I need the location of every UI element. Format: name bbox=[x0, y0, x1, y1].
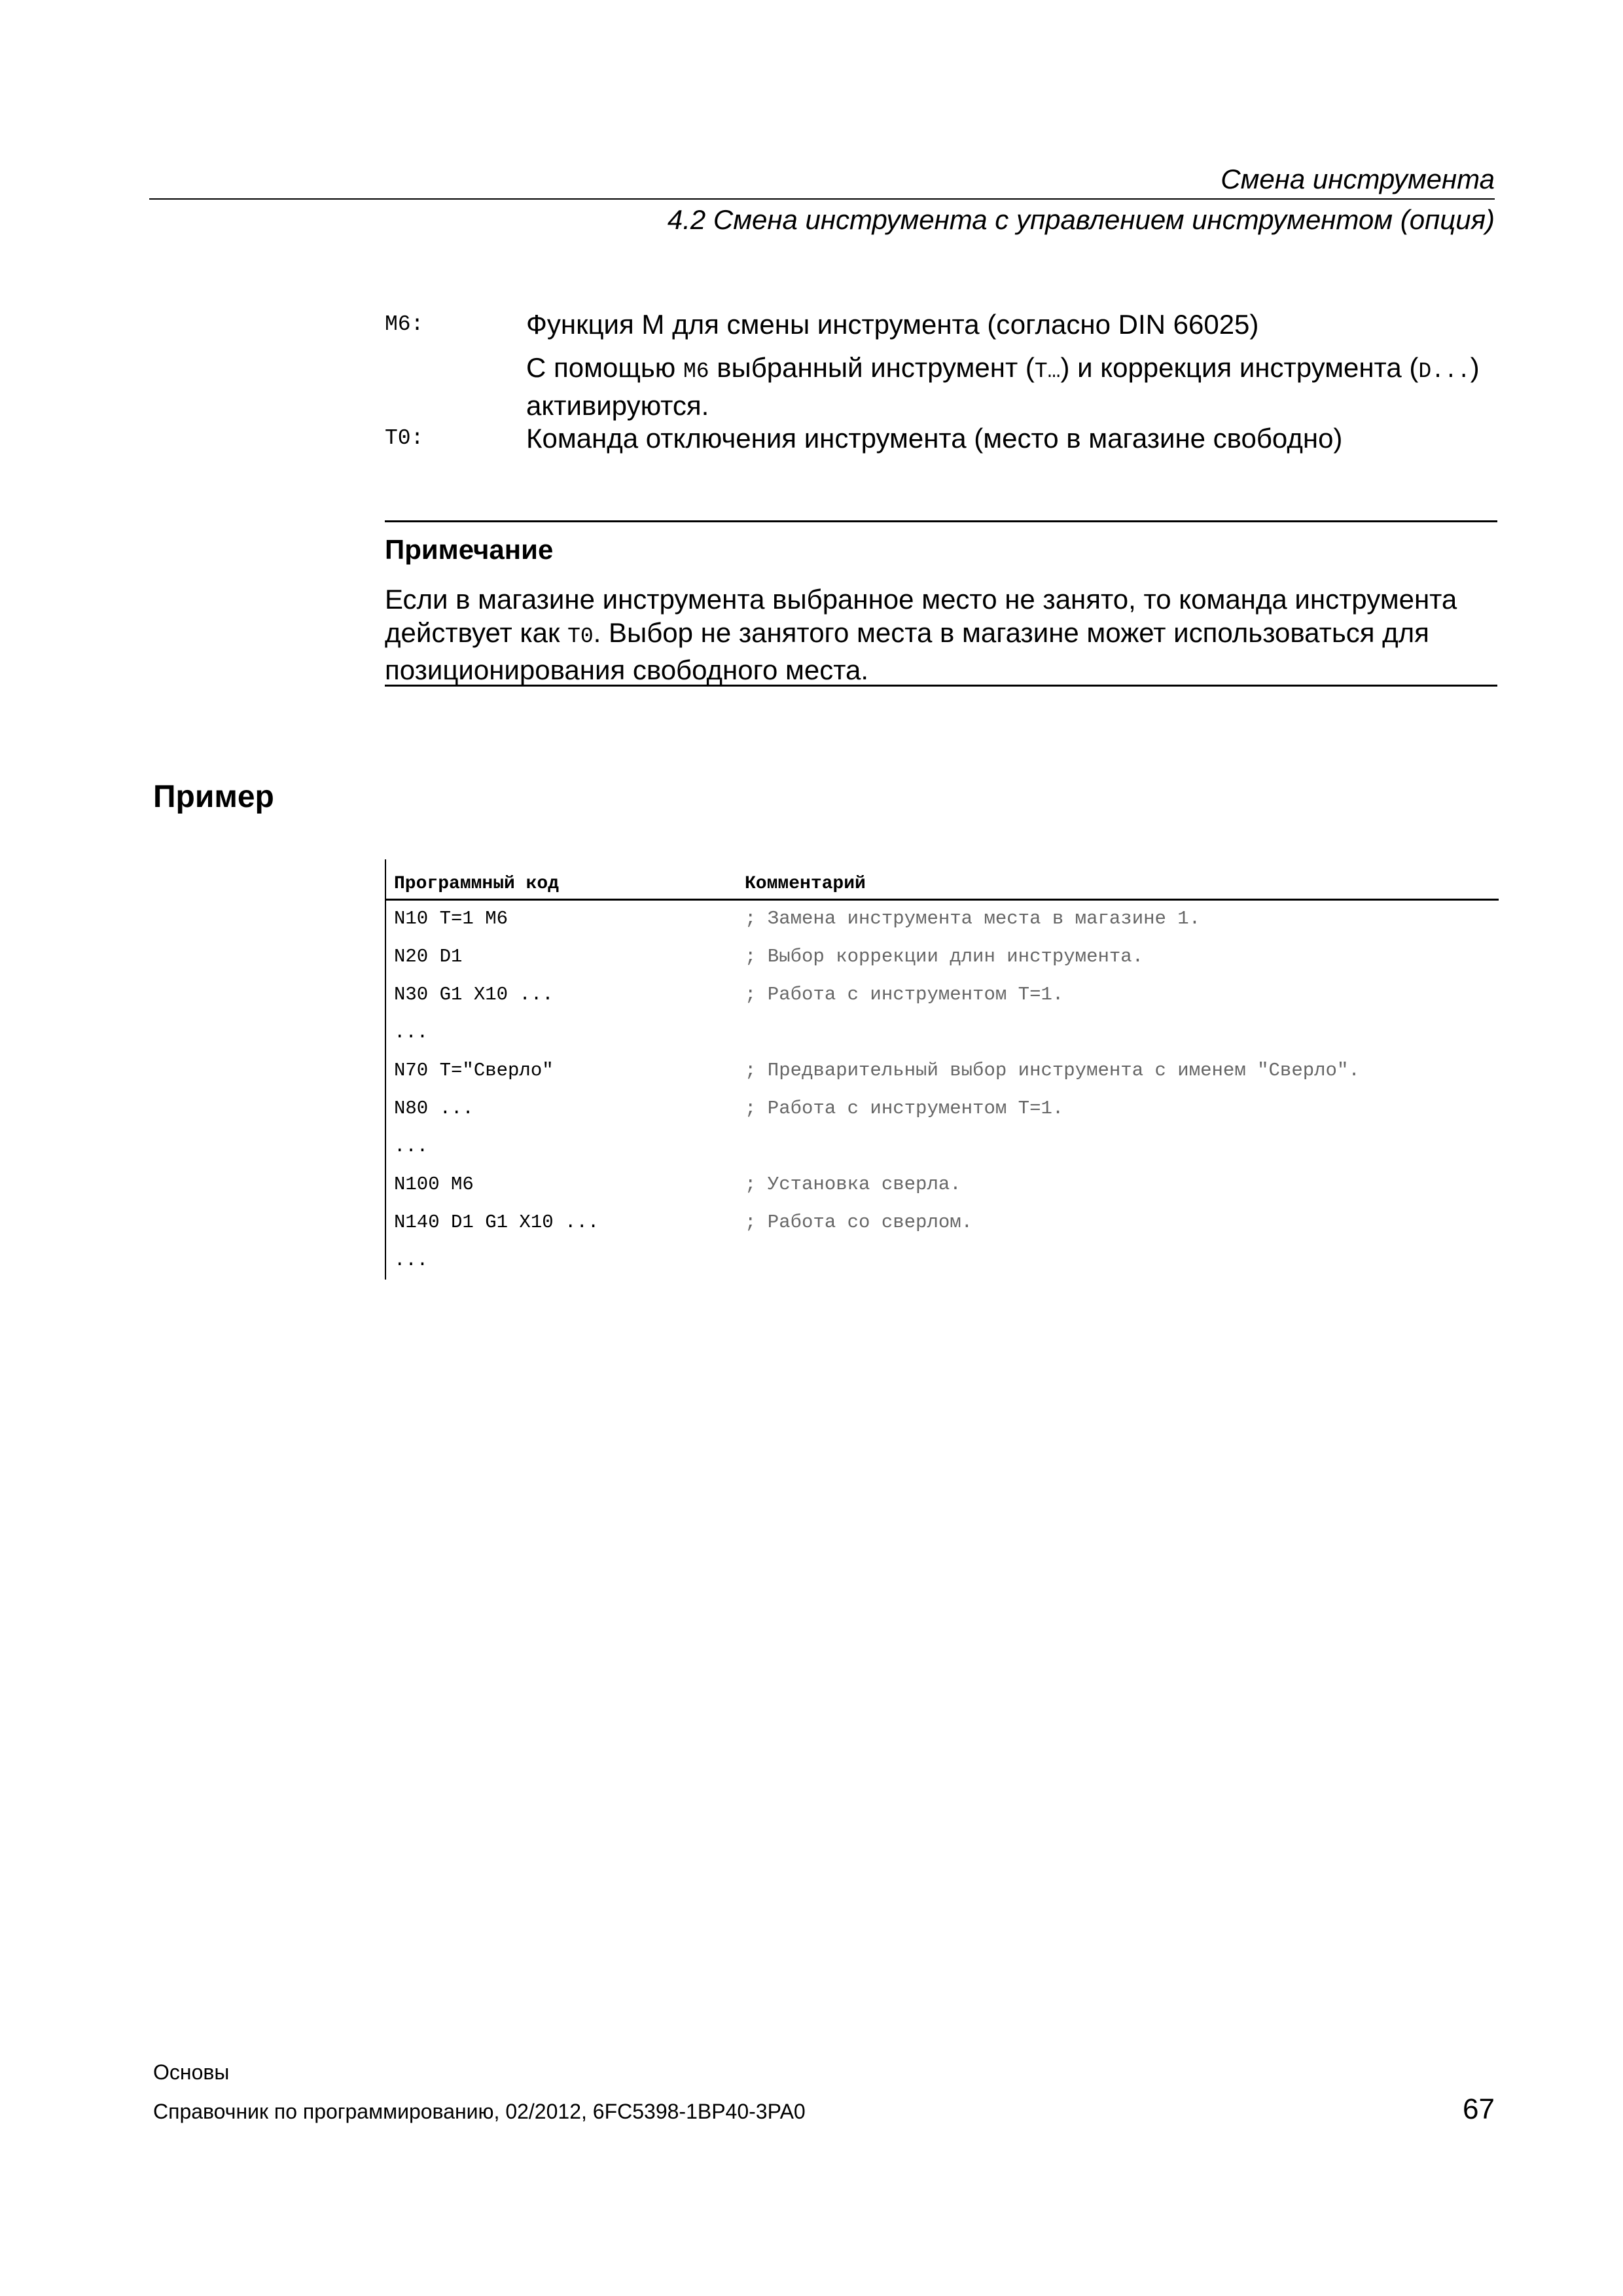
code-table-header bbox=[386, 859, 1499, 901]
code-row bbox=[386, 1015, 1499, 1053]
text-run: выбранный инструмент ( bbox=[709, 352, 1035, 383]
note-body bbox=[385, 583, 1497, 687]
code-cell: N10 T=1 M6 bbox=[394, 908, 508, 929]
code-cell: N140 D1 G1 X10 ... bbox=[394, 1211, 599, 1233]
running-header-section: 4.2 Смена инструмента с управлением инструментом (опция) bbox=[667, 204, 1495, 235]
code-row bbox=[386, 1091, 1499, 1129]
comment-cell: ; Установка сверла. bbox=[745, 1174, 961, 1195]
note-box bbox=[385, 520, 1497, 687]
code-row bbox=[386, 1129, 1499, 1167]
definition-line: Функция M для смены инструмента (согласно DIN 66025) bbox=[526, 309, 1259, 340]
definition-description bbox=[526, 422, 1505, 456]
header-rule bbox=[149, 198, 1495, 200]
code-cell: ... bbox=[394, 1022, 429, 1043]
definition-description bbox=[526, 308, 1505, 423]
example-heading: Пример bbox=[153, 780, 274, 814]
column-header-comment: Комментарий bbox=[745, 874, 866, 894]
code-row bbox=[386, 1243, 1499, 1281]
code-row bbox=[386, 977, 1499, 1015]
code-row bbox=[386, 1053, 1499, 1091]
code-cell: N20 D1 bbox=[394, 946, 463, 967]
definition-line bbox=[526, 351, 1505, 389]
comment-cell: ; Работа со сверлом. bbox=[745, 1211, 973, 1233]
comment-cell: ; Предварительный выбор инструмента с именем "Сверло". bbox=[745, 1060, 1360, 1081]
code-cell: N100 M6 bbox=[394, 1174, 474, 1195]
code-row bbox=[386, 1205, 1499, 1243]
inline-code: M6 bbox=[683, 359, 709, 384]
text-run: . Выбор не занятого места в магазине может использоваться для bbox=[593, 617, 1429, 648]
comment-cell: ; Работа с инструментом T=1. bbox=[745, 1098, 1064, 1119]
note-line bbox=[385, 616, 1497, 653]
running-header-title: Смена инструмента bbox=[1221, 164, 1495, 194]
code-row bbox=[386, 901, 1499, 939]
footer-title: Основы bbox=[153, 2060, 230, 2084]
code-row bbox=[386, 1167, 1499, 1205]
column-header-code: Программный код bbox=[394, 874, 560, 894]
note-line: Если в магазине инструмента выбранное место не занято, то команда инструмента bbox=[385, 584, 1457, 615]
note-line: позиционирования свободного места. bbox=[385, 655, 869, 685]
text-run: ) и коррекция инструмента ( bbox=[1060, 352, 1419, 383]
text-run: ) bbox=[1470, 352, 1480, 383]
comment-cell: ; Замена инструмента места в магазине 1. bbox=[745, 908, 1201, 929]
footer-reference: Справочник по программированию, 02/2012, 6FC5398-1BP40-3PA0 bbox=[153, 2100, 806, 2123]
code-row bbox=[386, 939, 1499, 977]
page-number: 67 bbox=[1463, 2093, 1495, 2125]
inline-code: T0 bbox=[567, 624, 594, 649]
definition-term: M6: bbox=[385, 312, 424, 336]
inline-code: D... bbox=[1418, 359, 1471, 384]
comment-cell: ; Работа с инструментом T=1. bbox=[745, 984, 1064, 1005]
code-cell: N30 G1 X10 ... bbox=[394, 984, 554, 1005]
note-heading: Примечание bbox=[385, 534, 554, 565]
definition-line: Команда отключения инструмента (место в магазине свободно) bbox=[526, 423, 1343, 454]
comment-cell: ; Выбор коррекции длин инструмента. bbox=[745, 946, 1144, 967]
code-table bbox=[385, 859, 1499, 1280]
code-cell: ... bbox=[394, 1249, 429, 1271]
inline-code: T… bbox=[1034, 359, 1061, 384]
text-run: действует как bbox=[385, 617, 568, 648]
code-cell: N80 ... bbox=[394, 1098, 474, 1119]
definition-line: активируются. bbox=[526, 390, 709, 421]
definition-term: T0: bbox=[385, 426, 424, 450]
text-run: С помощью bbox=[526, 352, 683, 383]
code-cell: ... bbox=[394, 1136, 429, 1157]
code-cell: N70 T="Сверло" bbox=[394, 1060, 554, 1081]
